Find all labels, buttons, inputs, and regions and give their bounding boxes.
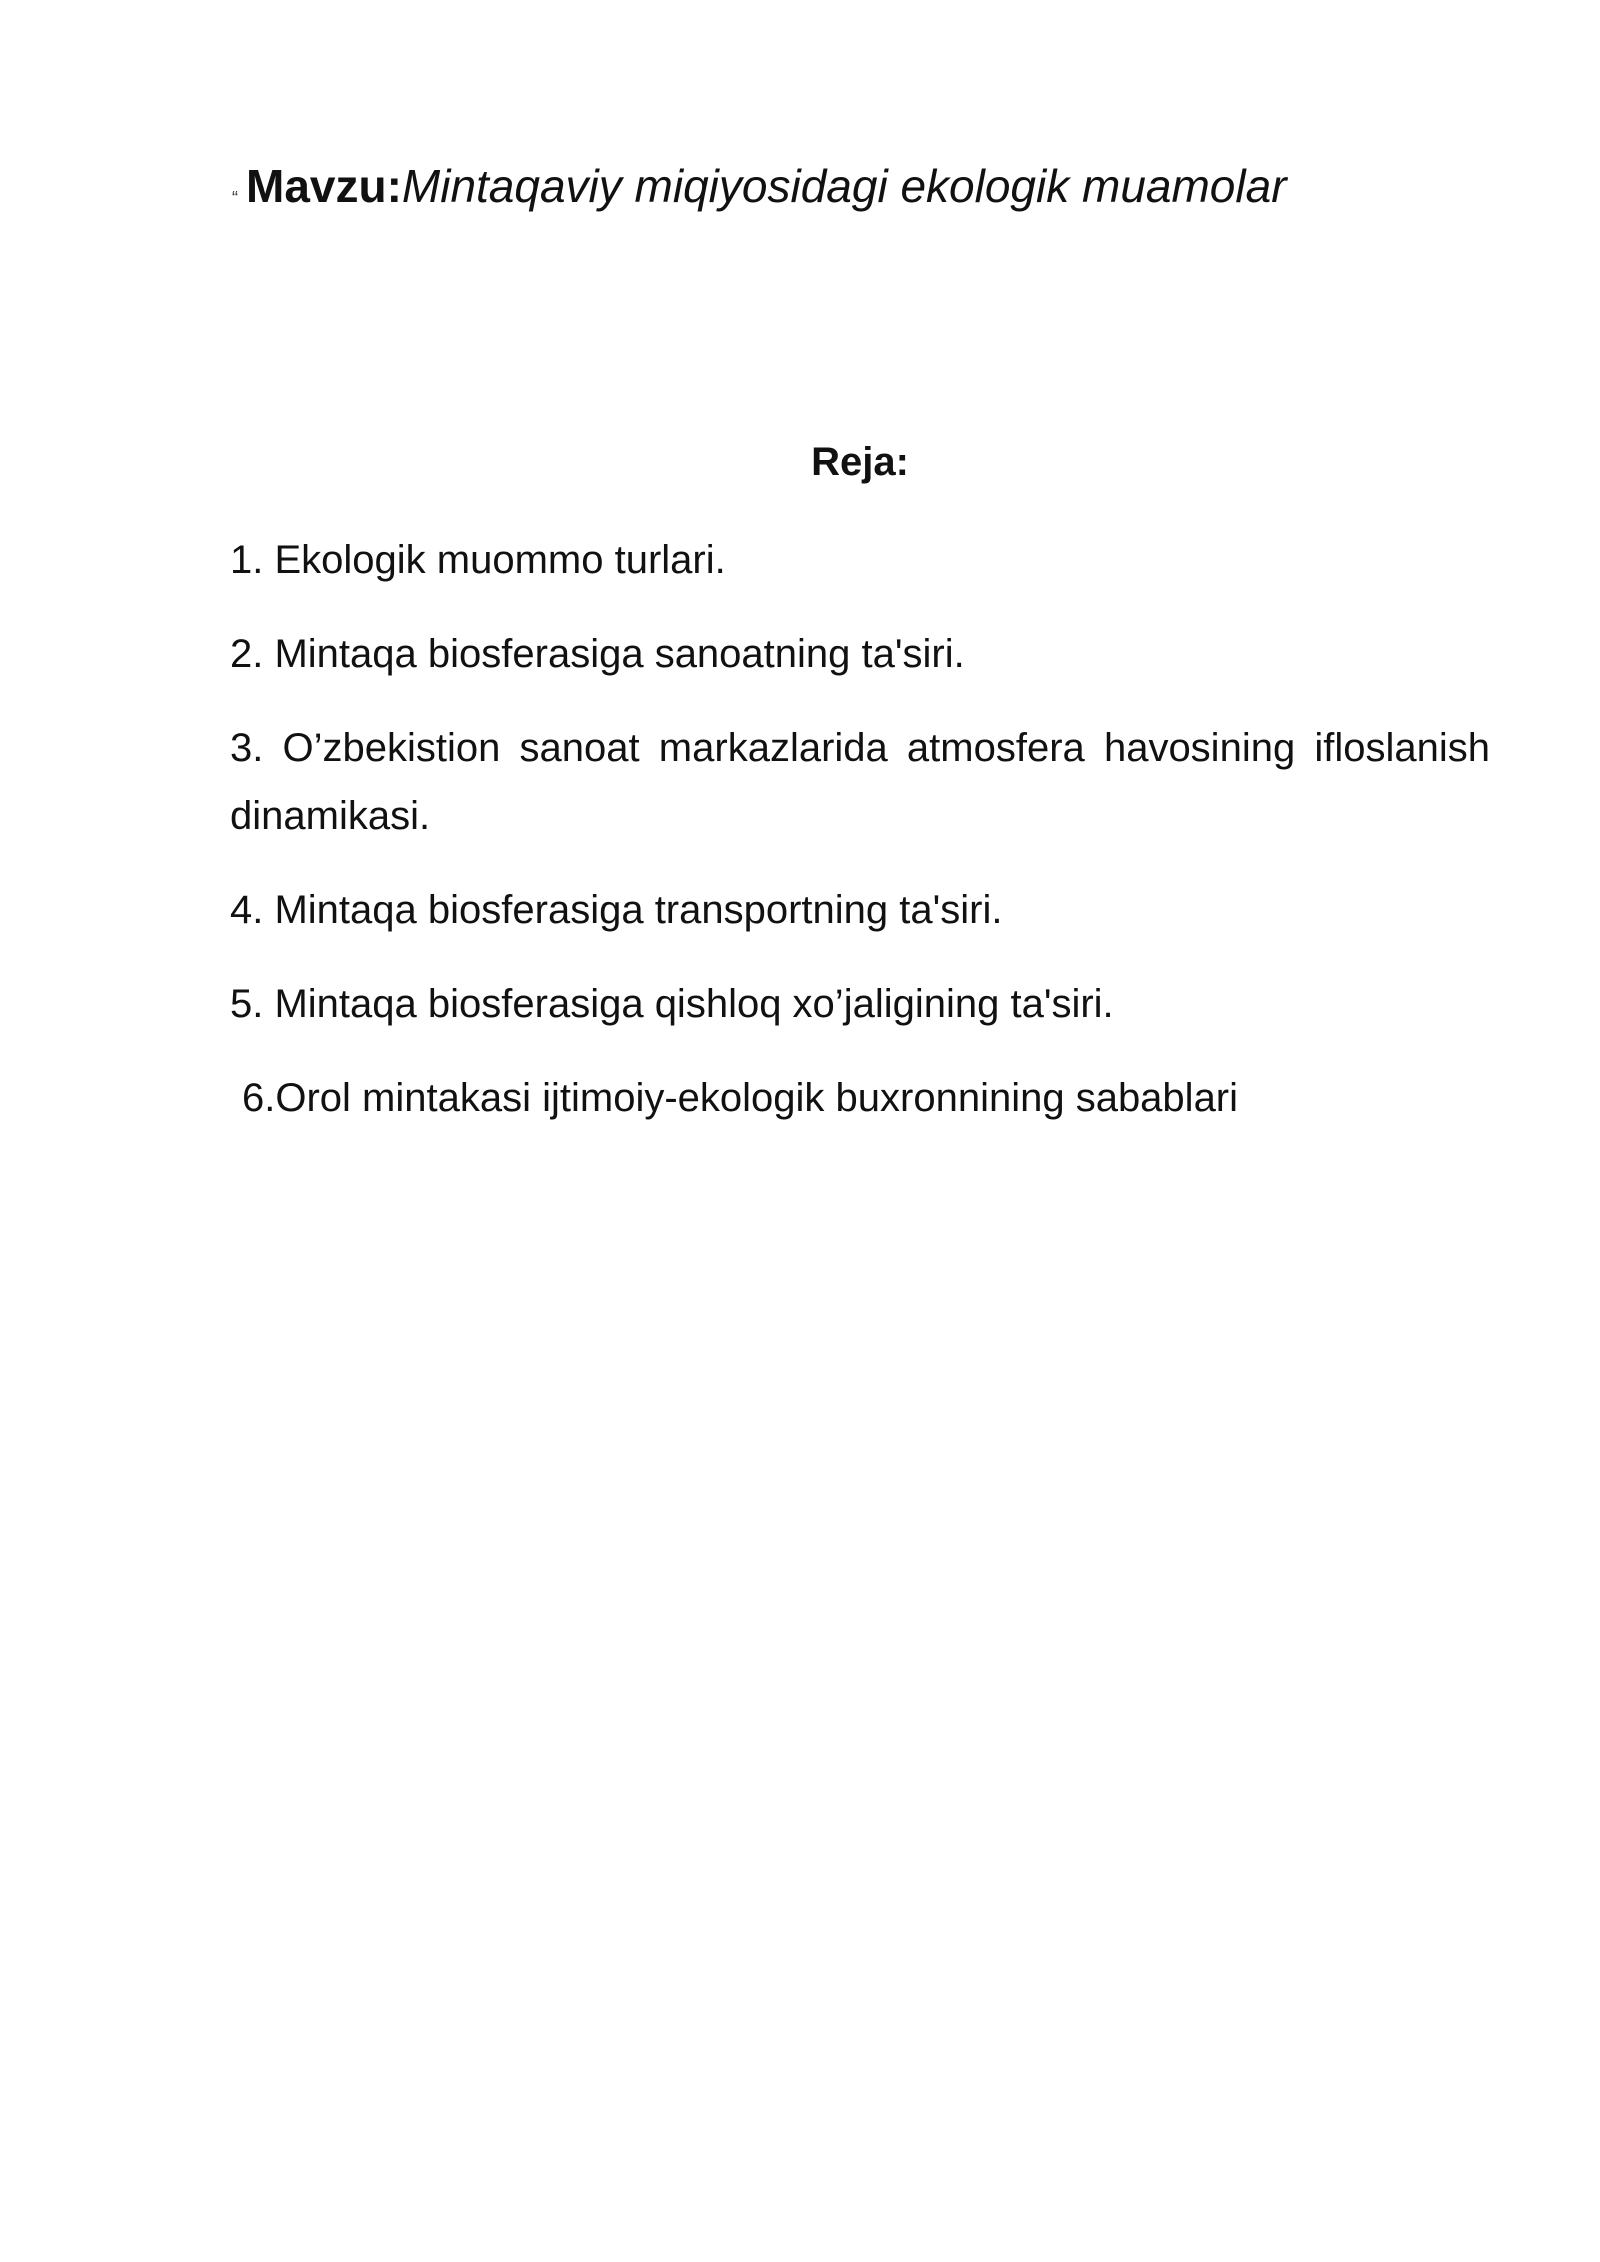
plan-item-1: 1. Ekologik muommo turlari. [230,538,726,582]
plan-heading: Reja: [811,440,909,484]
plan-item-2: 2. Mintaqa biosferasiga sanoatning ta'siri. [230,632,965,676]
plan-item-3: 3. O’zbekistion sanoat markazlarida atmosfera havosining ifloslanish dinamikasi. [230,726,1490,838]
quote-mark: “ [232,187,238,208]
topic-text: Mintaqaviy miqiyosidagi ekologik muamolar [401,160,1287,212]
topic-label: Mavzu: [246,160,402,212]
plan-item-6: 6.Orol mintakasi ijtimoiy-ekologik buxronnining sabablari [242,1076,1239,1120]
plan-item-4: 4. Mintaqa biosferasiga transportning ta'siri. [230,888,1003,932]
topic-title [232,156,1482,228]
plan-item-5: 5. Mintaqa biosferasiga qishloq xo’jaligining ta'siri. [230,982,1114,1026]
plan-list [230,526,1490,1158]
